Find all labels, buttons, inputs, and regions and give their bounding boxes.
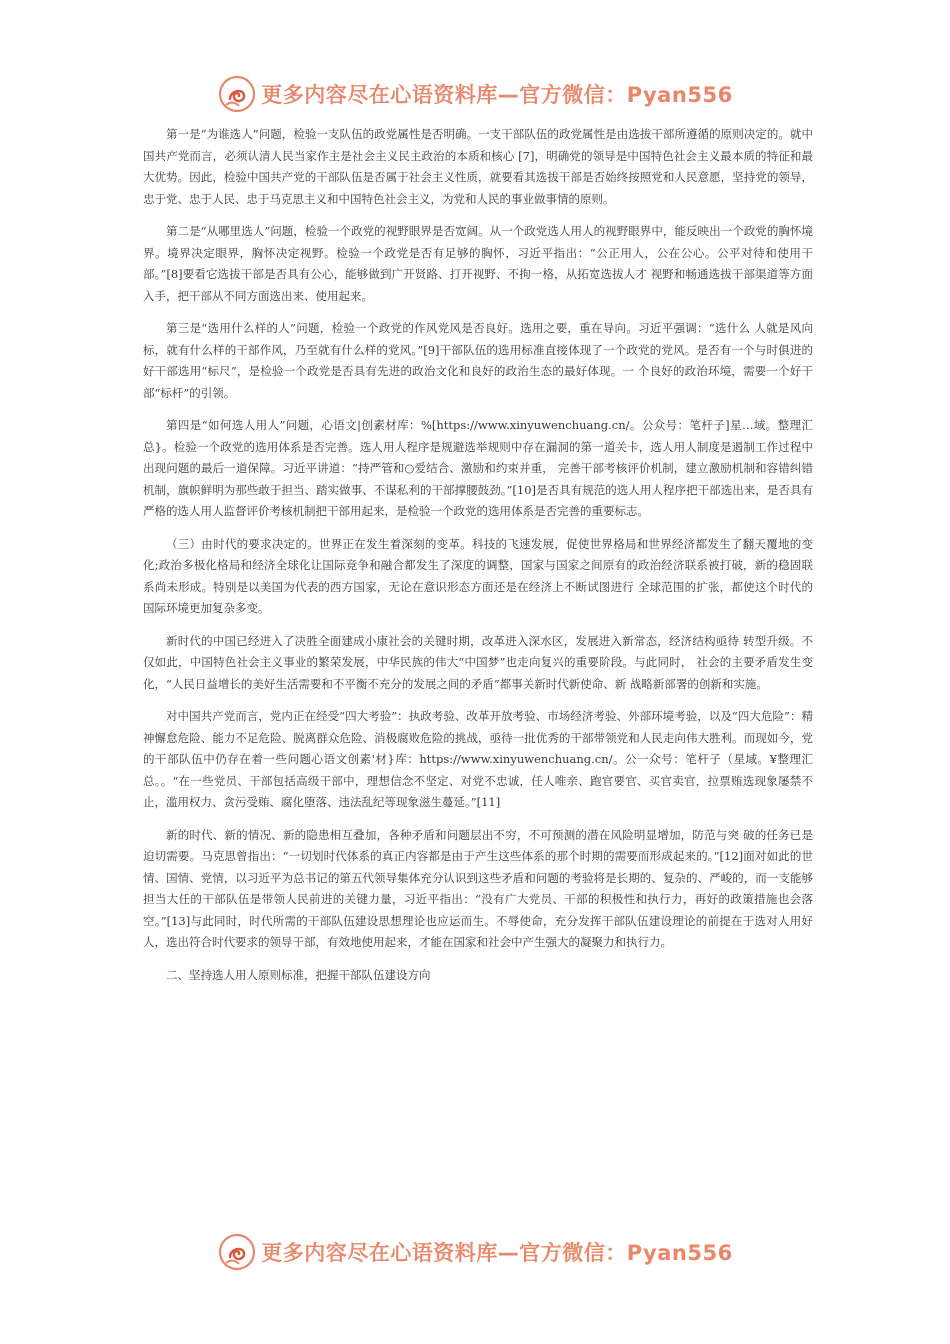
section-heading: 二、坚持选人用人原则标准，把握干部队伍建设方向 [166,967,431,982]
paragraph-4: 第四是“如何选人用人”问题，心语文|创素材库：%[https://www.xinyuwenchuang.cn/。公众号：笔杆子]星…域。整理汇总}。检验一个政党的选用体系是否完善。选人用人程序是规避选举规则中存在漏洞的第一道关卡，选人用人制度是遏制工作过程中出现问题的最后一道保障。习近平讲道：“持严管和○爱结合、激励和约束并重， 完善干部考核评价机制，建立激励机制和容错纠错机制，旗帜鲜明为那些敢于担当、踏实做事、不谋私利的干部撑腰鼓劲。”[10]是否具有规范的选人用人程序把干部选出来，是否具有严格的选人用人监督评价考核机制把干部用起来，是检验一个政党的选用体系是否完善的重要标志。 [143,418,813,518]
paragraph-6: 新时代的中国已经进入了决胜全面建成小康社会的关键时期，改革进入深水区，发展进入新常态，经济结构亟待 转型升级。不仅如此，中国特色社会主义事业的繁荣发展，中华民族的伟大“中国梦”也走向复兴的重要阶段。与此同时， 社会的主要矛盾发生变化，“人民日益增长的美好生活需要和不平衡不充分的发展之间的矛盾”都事关新时代新使命、新 战略新部署的创新和实施。 [143,633,813,691]
paragraph-3: 第三是“选用什么样的人”问题，检验一个政党的作风党风是否良好。选用之要，重在导向。习近平强调：“选什么 人就是风向标，就有什么样的干部作风，乃至就有什么样的党风。”[9]干部队伍的选用标准直接体现了一个政党的党风。是否有一个与时俱进的好干部选用“标尺”，是检验一个政党是否具有先进的政治文化和良好的政治生态的最好体现。一 个良好的政治环境，需要一个好干部“标杆”的引领。 [143,321,813,400]
rose-logo-icon [217,1232,257,1272]
paragraph-5: （三）由时代的要求决定的。世界正在发生着深刻的变革。科技的飞速发展，促使世界格局和世界经济都发生了翻天覆地的变化;政治多极化格局和经济全球化让国际竞争和融合都发生了深度的调整，国家与国家之间原有的政治经济联系被打破，新的稳固联系尚未形成。特别是以美国为代表的西方国家，无论在意识形态方面还是在经济上不断试图进行 全球范围的扩张，都使这个时代的国际环境更加复杂多变。 [143,536,813,615]
paragraph-1: 第一是“为谁选人”问题，检验一支队伍的政党属性是否明确。一支干部队伍的政党属性是由选拔干部所遵循的原则决定的。就中国共产党而言，必须认清人民当家作主是社会主义民主政治的本质和核心 [7]，明确党的领导是中国特色社会主义最本质的特征和最大优势。因此，检验中国共产党的干部队伍是否属于社会主义性质，就要看其选拔干部是否始终按照党和人民意愿，坚持党的领导，忠于党、忠于人民、忠于马克思主义和中国特色社会主义，为党和人民的事业做事情的原则。 [143,127,813,206]
footer-banner-text: 更多内容尽在心语资料库—官方微信：Pyan556 [261,1241,733,1265]
header-banner-text: 更多内容尽在心语资料库—官方微信：Pyan556 [261,83,733,107]
rose-logo-icon [217,74,257,114]
header-banner [0,72,950,116]
paragraph-8: 新的时代、新的情况、新的隐患相互叠加，各种矛盾和问题层出不穷，不可预测的潜在风险明显增加，防范与突 破的任务已是迫切需要。马克思曾指出：“一切划时代体系的真正内容都是由于产生这些体系的那个时期的需要而形成起来的。”[12]面对如此的世情、国情、党情，以习近平为总书记的第五代领导集体充分认识到这些矛盾和问题的考验将是长期的、复杂的、严峻的，而一支能够担当大任的干部队伍是带领人民前进的关键力量，习近平指出：“没有广大党员、干部的积极性和执行力，再好的政策措施也会落空。”[13]与此同时，时代所需的干部队伍建设思想理论也应运而生。不辱使命，充分发挥干部队伍建设理论的前提在于选对人用好人，选出符合时代要求的领导干部，有效地使用起来，才能在国家和社会中产生强大的凝聚力和执行力。 [143,827,813,949]
document-body [143,124,813,997]
paragraph-2: 第二是“从哪里选人”问题，检验一个政党的视野眼界是否宽阔。从一个政党选人用人的视野眼界中，能反映出一个政党的胸怀境界。境界决定眼界，胸怀决定视野。检验一个政党是否有足够的胸怀，习近平指出：“公正用人，公在公心。公平对待和使用干部。”[8]要看它选拔干部是否具有公心，能够做到广开贤路、打开视野、不拘一格，从拓宽选拔人才 视野和畅通选拔干部渠道等方面入手，把干部从不同方面选出来、使用起来。 [143,224,813,303]
footer-banner [0,1230,950,1274]
paragraph-7: 对中国共产党而言，党内正在经受“四大考验”：执政考验、改革开放考验、市场经济考验、外部环境考验，以及“四大危险”：精神懈怠危险、能力不足危险、脱离群众危险、消极腐败危险的挑战，亟待一批优秀的干部带领党和人民走向伟大胜利。而现如今，党的干部队伍中仍存在着一些问题心语文创素'材}库：https://www.xinyuwenchuang.cn/。公一众号：笔杆子（星域。¥整理汇总。。“在一些党员、干部包括高级干部中，理想信念不坚定、对党不忠诚，任人唯亲、跑官要官、买官卖官，拉票贿选现象屡禁不止，滥用权力、贪污受贿、腐化堕落、违法乱纪等现象滋生蔓延。”[11] [143,709,813,809]
